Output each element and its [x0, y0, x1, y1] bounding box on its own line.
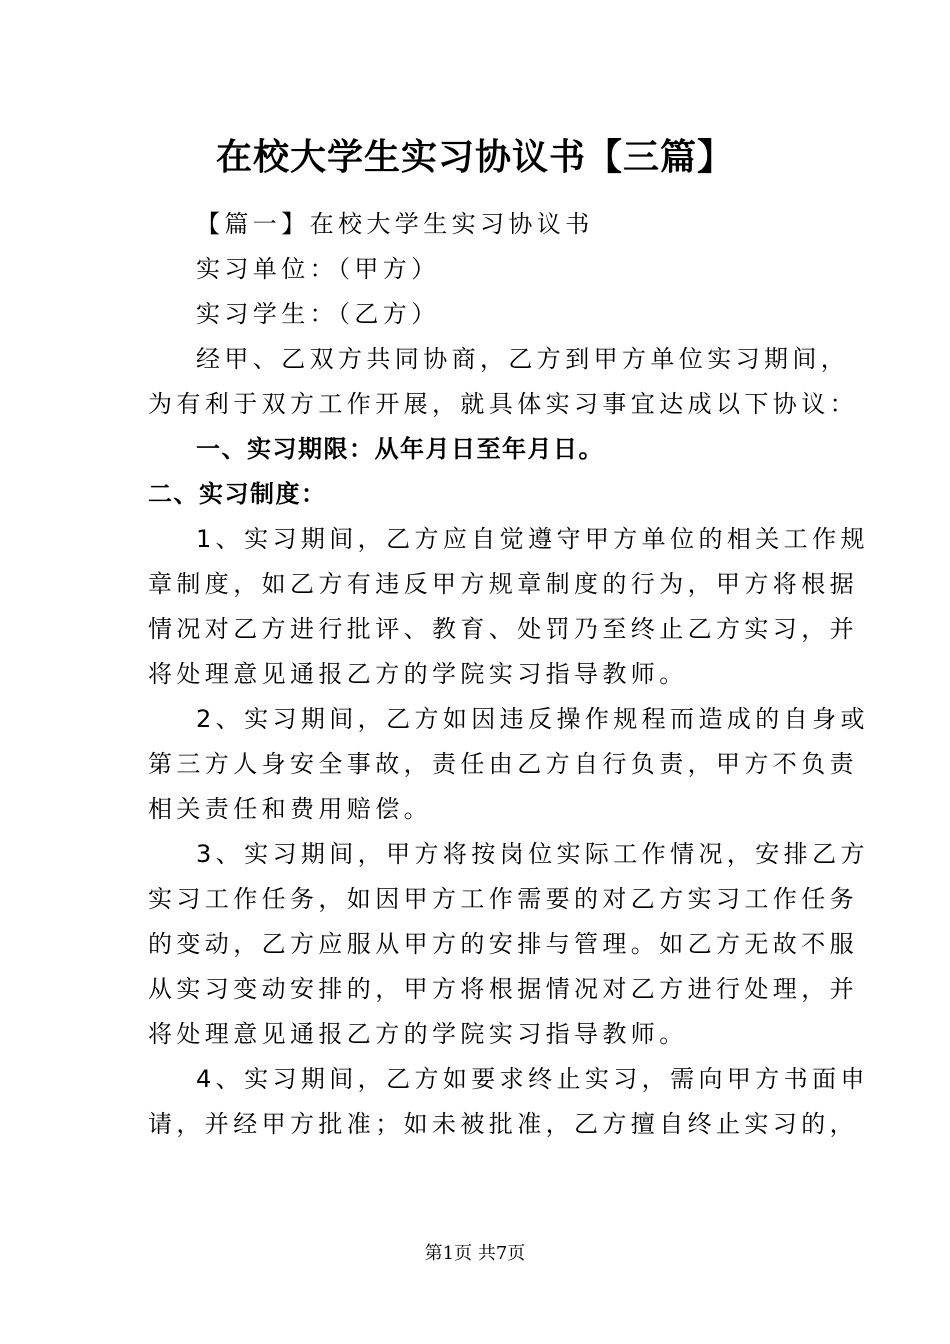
paragraph-line: 将处理意见通报乙方的学院实习指导教师。: [148, 660, 688, 688]
paragraph-line: 章制度，如乙方有违反甲方规章制度的行为，甲方将根据: [148, 570, 858, 598]
paragraph-line: 4、实习期间，乙方如要求终止实习，需向甲方书面申: [196, 1065, 869, 1093]
clause-heading: 一、实习期限：从年月日至年月日。: [196, 435, 604, 463]
party-a-line: 实习单位：（甲方）: [196, 255, 440, 283]
paragraph-line: 实习工作任务，如因甲方工作需要的对乙方实习工作任务: [148, 885, 858, 913]
paragraph-line: 3、实习期间，甲方将按岗位实际工作情况，安排乙方: [196, 840, 869, 868]
page-number: 第1页 共7页: [424, 1243, 526, 1264]
party-b-line: 实习学生：（乙方）: [196, 300, 440, 328]
paragraph-line: 为有利于双方工作开展，就具体实习事宜达成以下协议：: [148, 390, 858, 418]
document-title: 在校大学生实习协议书【三篇】: [215, 136, 734, 178]
paragraph-line: 相关责任和费用赔偿。: [148, 795, 432, 823]
paragraph-line: 1、实习期间，乙方应自觉遵守甲方单位的相关工作规: [196, 525, 869, 553]
paragraph-line: 的变动，乙方应服从甲方的安排与管理。如乙方无故不服: [148, 930, 858, 958]
section-heading: 【篇一】在校大学生实习协议书: [196, 210, 594, 238]
paragraph-line: 请，并经甲方批准；如未被批准，乙方擅自终止实习的，: [148, 1110, 858, 1138]
paragraph-line: 经甲、乙双方共同协商，乙方到甲方单位实习期间，: [196, 345, 850, 373]
clause-heading: 二、实习制度：: [148, 480, 327, 508]
paragraph-line: 2、实习期间，乙方如因违反操作规程而造成的自身或: [196, 705, 869, 733]
paragraph-line: 情况对乙方进行批评、教育、处罚乃至终止乙方实习，并: [148, 615, 858, 643]
paragraph-line: 将处理意见通报乙方的学院实习指导教师。: [148, 1020, 688, 1048]
paragraph-line: 从实习变动安排的，甲方将根据情况对乙方进行处理，并: [148, 975, 858, 1003]
paragraph-line: 第三方人身安全事故，责任由乙方自行负责，甲方不负责: [148, 750, 858, 778]
